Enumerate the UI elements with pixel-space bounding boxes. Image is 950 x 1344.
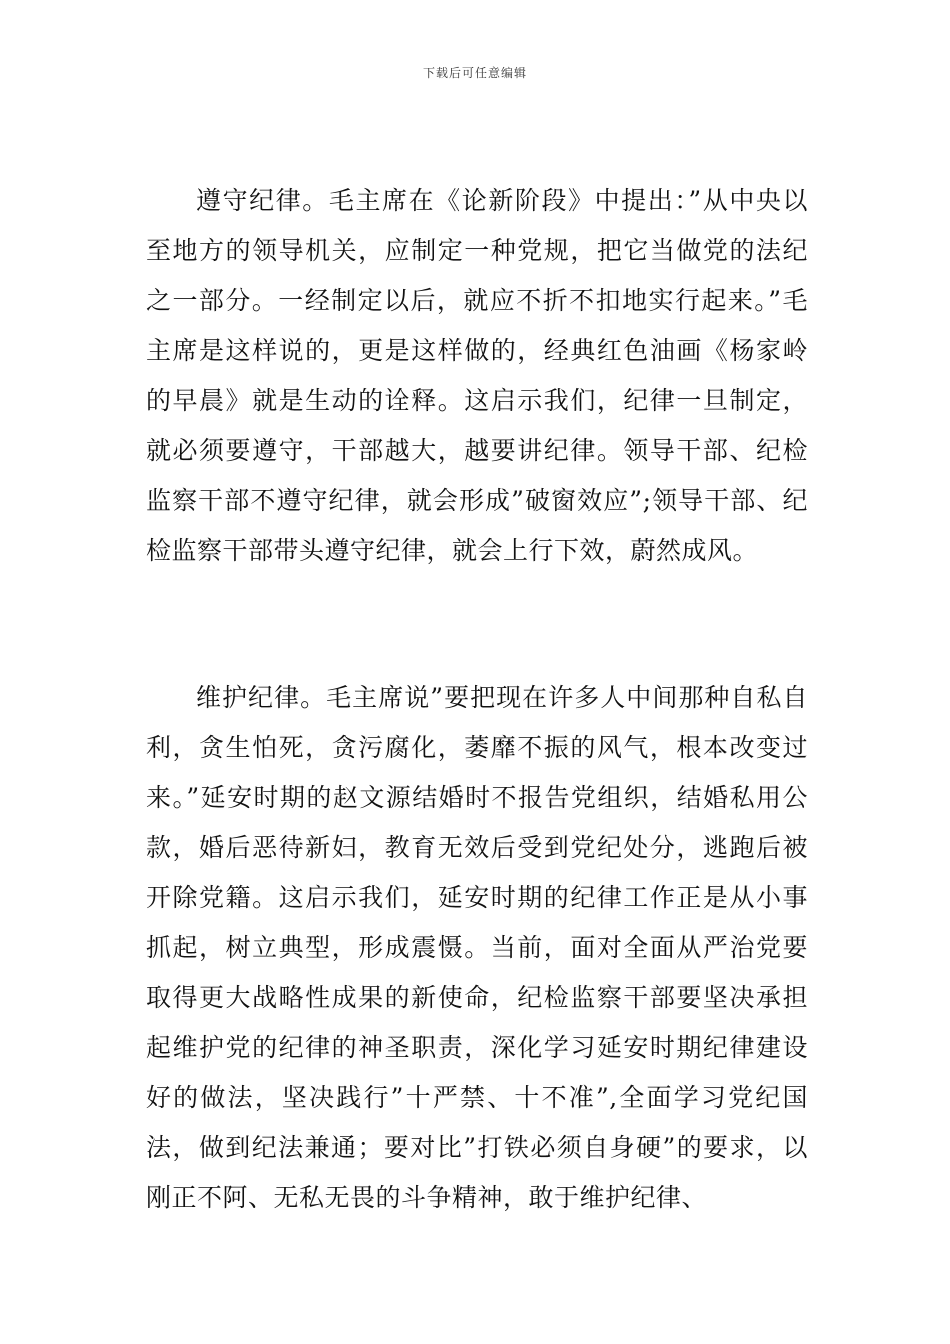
paragraph-observe-discipline: 遵守纪律。毛主席在《论新阶段》中提出：”从中央以至地方的领导机关，应制定一种党规，把它当做党的法纪之一部分。一经制定以后，就应不折不扣地实行起来。”毛主席是这样说的，更是这样做的，经典红色油画《杨家岭的早晨》就是生动的诠释。这启示我们，纪律一旦制定，就必须要遵守，干部越大，越要讲纪律。领导干部、纪检监察干部不遵守纪律，就会形成”破窗效应”;领导干部、纪检监察干部带头遵守纪律，就会上行下效，蔚然成风。	[146, 186, 808, 565]
page-header-note: 下载后可任意编辑	[422, 66, 527, 80]
paragraph-maintain-discipline: 维护纪律。毛主席说”要把现在许多人中间那种自私自利，贪生怕死，贪污腐化，萎靡不振的风气，根本改变过来。”延安时期的赵文源结婚时不报告党组织，结婚私用公款，婚后恶待新妇，教育无效后受到党纪处分，逃跑后被开除党籍。这启示我们，延安时期的纪律工作正是从小事抓起，树立典型，形成震慑。当前，面对全面从严治党要取得更大战略性成果的新使命，纪检监察干部要坚决承担起维护党的纪律的神圣职责，深化学习延安时期纪律建设好的做法，坚决践行”十严禁、十不准”,全面学习党纪国法，做到纪法兼通；要对比”打铁必须自身硬”的要求，以刚正不阿、无私无畏的斗争精神，敢于维护纪律、	[146, 683, 808, 1212]
